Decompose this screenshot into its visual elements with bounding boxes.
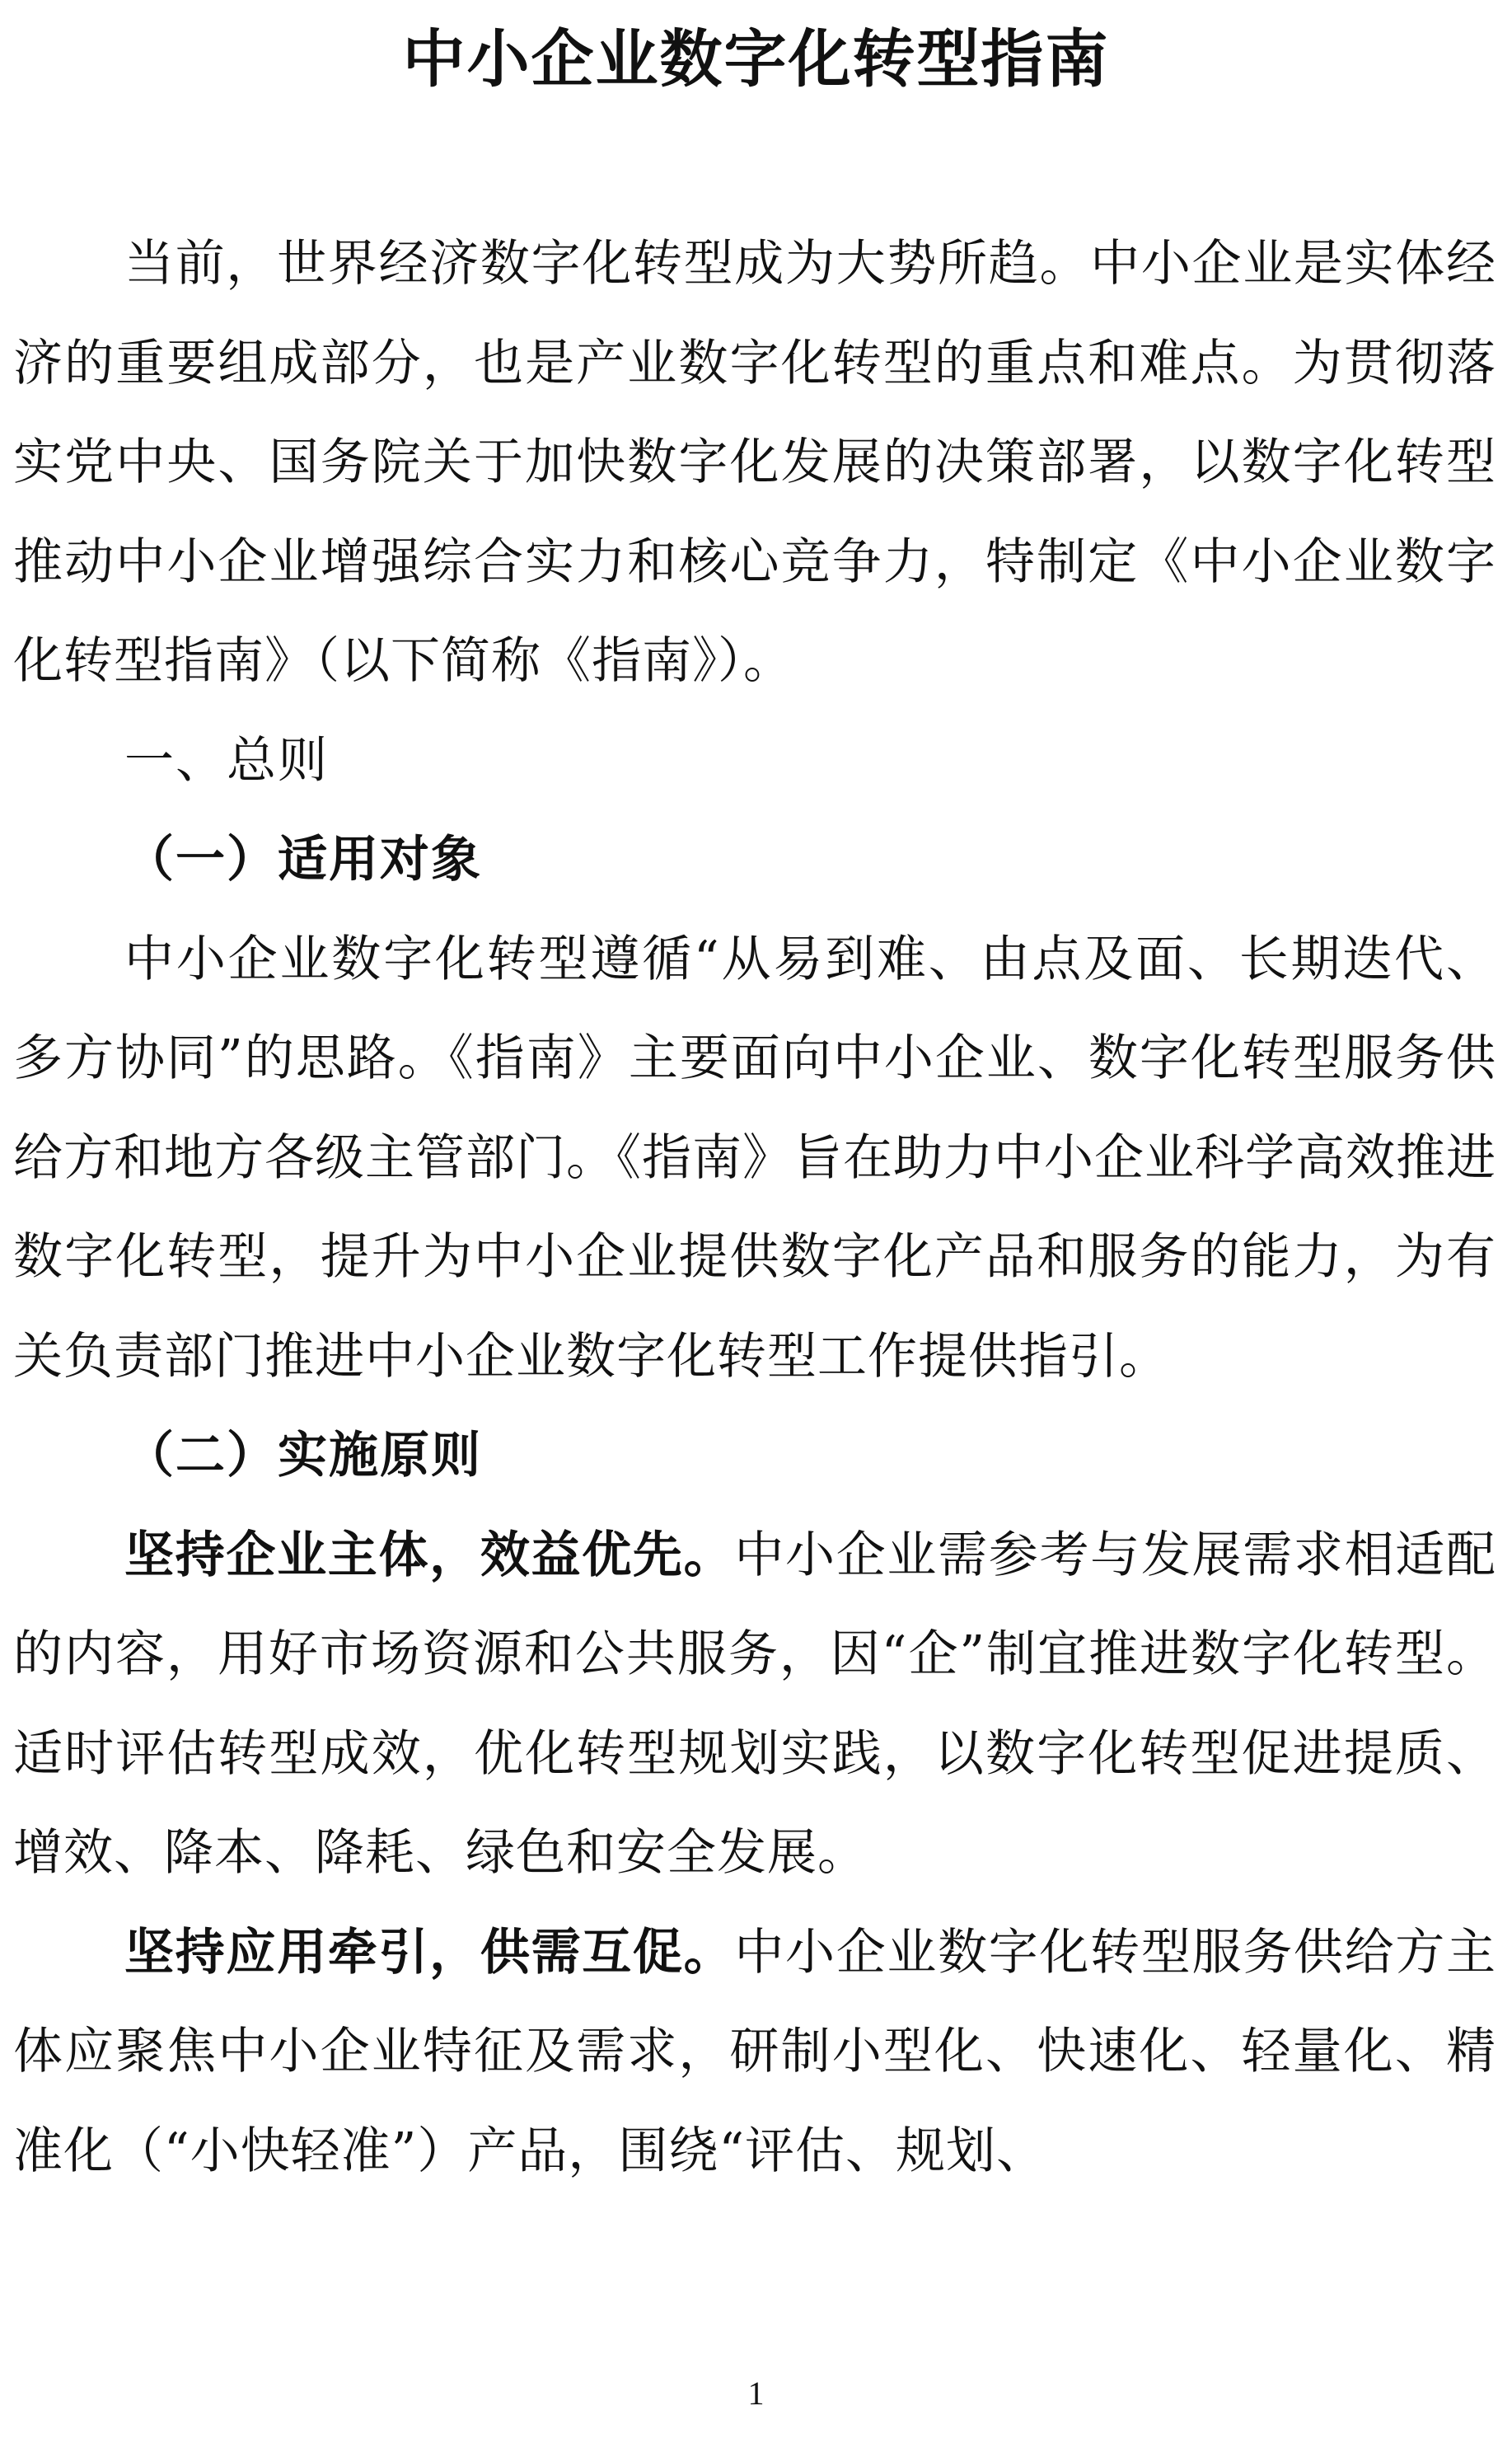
principle-paragraph-enterprise xyxy=(13,1506,1496,1903)
principle-lead-enterprise: 坚持企业主体，效益优先。 xyxy=(124,1526,735,1584)
document-body xyxy=(13,214,1496,2201)
principle-lead-application: 坚持应用牵引，供需互促。 xyxy=(124,1923,735,1981)
page-number: 1 xyxy=(747,2375,765,2412)
principle-paragraph-application xyxy=(13,1903,1496,2202)
intro-paragraph: 当前，世界经济数字化转型成为大势所趋。中小企业是实体经济的重要组成部分，也是产业数字化转型的重点和难点。为贯彻落实党中央、国务院关于加快数字化发展的决策部署，以数字化转型推动中小企业增强综合实力和核心竞争力，特制定《中小企业数字化转型指南》（以下简称《指南》）。 xyxy=(13,235,1496,690)
subsection-heading-scope: （一）适用对象 xyxy=(124,831,482,889)
principle-text-enterprise: 中小企业需参考与发展需求相适配的内容，用好市场资源和公共服务，因“企”制宜推进数字化转型。适时评估转型成效，优化转型规划实践，以数字化转型促进提质、增效、降本、降耗、绿色和安全发展。 xyxy=(13,1526,1497,1882)
scope-paragraph: 中小企业数字化转型遵循“从易到难、由点及面、长期迭代、多方协同”的思路。《指南》主要面向中小企业、数字化转型服务供给方和地方各级主管部门。《指南》旨在助力中小企业科学高效推进数字化转型，提升为中小企业提供数字化产品和服务的能力，为有关负责部门推进中小企业数字化转型工作提供指引。 xyxy=(13,930,1496,1386)
subsection-heading-principles: （二）实施原则 xyxy=(124,1427,482,1484)
section-heading-general: 一、总则 xyxy=(124,731,329,790)
document-title: 中小企业数字化转型指南 xyxy=(402,22,1110,96)
principle-text-application: 中小企业数字化转型服务供给方主体应聚焦中小企业特征及需求，研制小型化、快速化、轻量化、精准化（“小快轻准”）产品，围绕“评估、规划、 xyxy=(13,1923,1497,2180)
